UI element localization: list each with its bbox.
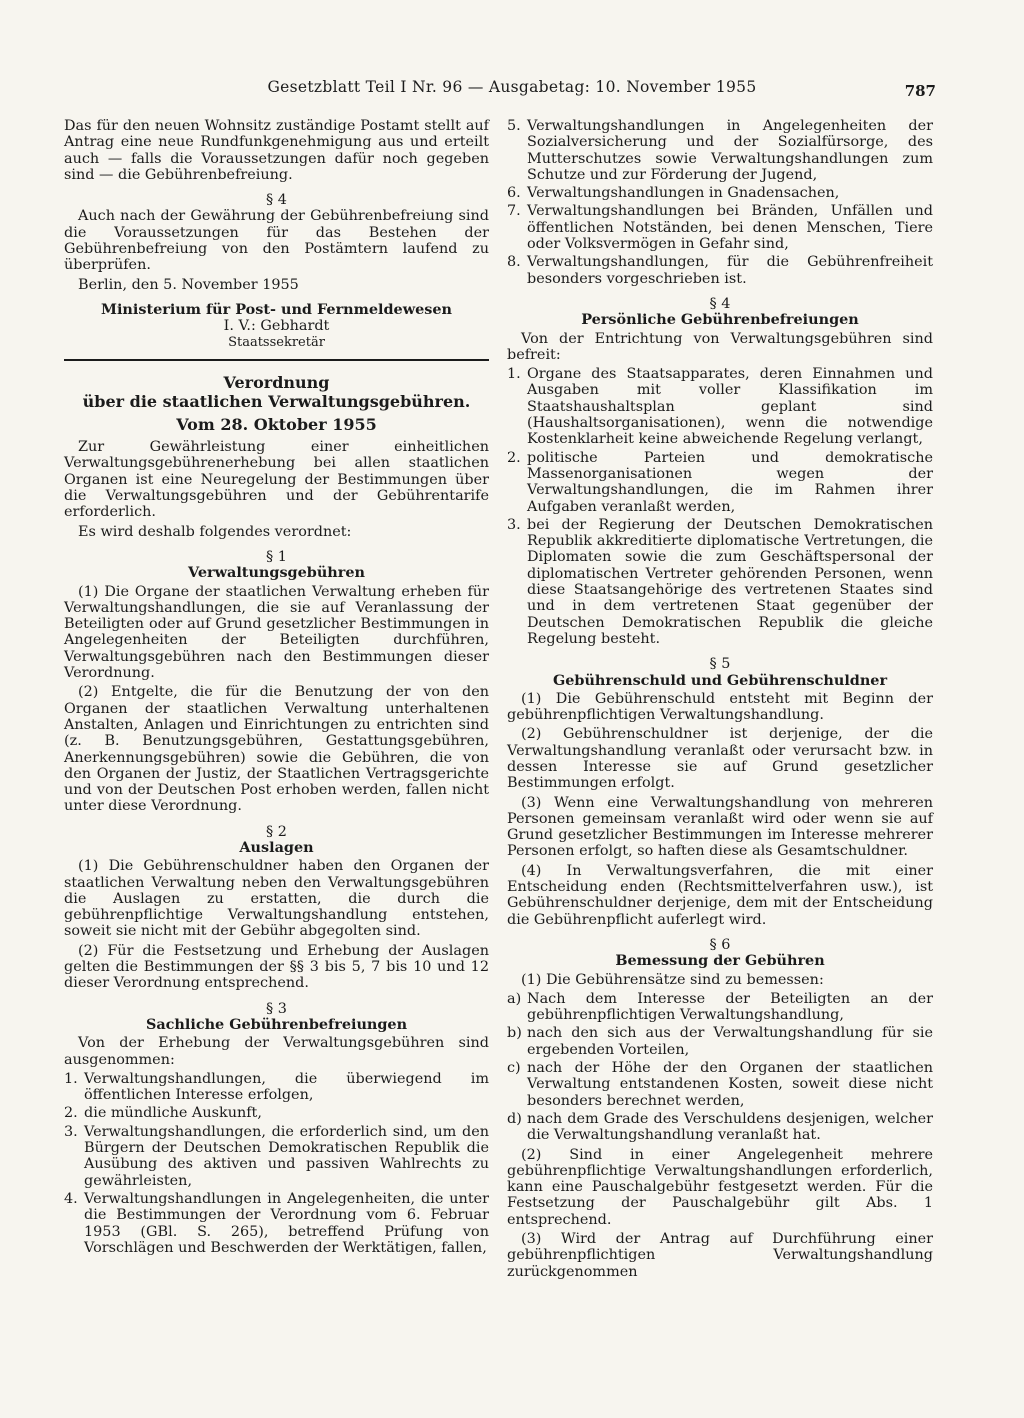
list-item [507,991,933,1024]
decree-title-line2: über die staatlichen Verwaltungsgebühren. [82,391,471,411]
list-text: nach dem Grade des Verschuldens desjenigen, welcher die Verwaltungshandlung veranlaßt hat. [527,1110,933,1144]
paragraph: (3) Wenn eine Verwaltungshandlung von mehreren Personen gemeinsam veranlaßt wird oder wenn sie auf Grund gesetzlicher Bestimmungen im Interesse mehrerer Personen erfolgt, so haften diese als Gesamtschuldner. [507,794,933,860]
list-text: nach den sich aus der Verwaltungshandlung für sie ergebenden Vorteilen, [527,1025,933,1058]
list-number: c) [507,1060,521,1077]
list-item [64,1124,489,1189]
list-item [507,517,933,647]
list-text: nach der Höhe der den Organen der staatlichen Verwaltung entstandenen Kosten, soweit diese nicht besonders berechnet werden, [527,1060,933,1109]
section-heading: § 4 [709,295,731,312]
paragraph: (2) Gebührenschuldner ist derjenige, der die Verwaltungshandlung veranlaßt oder verursacht bzw. in dessen Interesse sie auf Grund gesetzlicher Bestimmungen erfolgt. [507,726,933,792]
list-text: Verwaltungshandlungen, die erforderlich sind, um den Bürgern der Deutschen Demokratischen Republik die Ausübung des aktiven und passiven Wahlrechts zu gewährleisten, [84,1123,489,1189]
list-text: Verwaltungshandlungen in Angelegenheiten, die unter die Bestimmungen der Verordnung vom 6. Februar 1953 (GBl. S. 265), betreffend Prüfung von Vorschlägen und Beschwerden der Werktätigen, fallen, [84,1190,489,1256]
list-text: Verwaltungshandlungen, die überwiegend im öffentlichen Interesse erfolgen, [84,1070,489,1104]
list-item [507,450,933,515]
paragraph: (3) Wird der Antrag auf Durchführung einer gebührenpflichtigen Verwaltungshandlung zurückgenommen [507,1231,933,1280]
section-title: Sachliche Gebührenbefreiungen [145,1015,408,1033]
section-title: Bemessung der Gebühren [615,952,825,970]
decree-title-line1: Verordnung [223,372,330,392]
list-number: 2. [64,1105,78,1122]
list-number: b) [507,1025,522,1042]
preamble: Zur Gewährleistung einer einheitlichen Verwaltungsgebührenerhebung bei allen staatlichen Organen ist eine Neuregelung der Bestimmungen über die Verwaltungsgebühren und der Gebührentarife erforderlich. [64,439,489,521]
page-header [0,0,1024,100]
list-number: 3. [64,1123,78,1140]
paragraph: (1) Die Organe der staatlichen Verwaltung erheben für Verwaltungshandlungen, die sie auf Veranlassung der Beteiligten oder auf Grund gesetzlicher Bestimmungen in Angelegenheiten der Beteiligten durchführen, Verwaltungsgebühren nach den Bestimmungen dieser Verordnung. [64,583,489,682]
list-number: 1. [507,366,521,383]
list [507,991,933,1144]
list-number: 4. [64,1190,78,1207]
section-heading: § 5 [709,656,731,673]
right-column [507,118,933,1283]
list-item [64,1071,489,1104]
paragraph: Von der Entrichtung von Verwaltungsgebühren sind befreit: [507,330,933,363]
section-heading: § 1 [266,548,287,565]
list-text: bei der Regierung der Deutschen Demokratischen Republik akkreditierte diplomatische Vertretungen, die Diplomaten sowie die zum Geschäftspersonal der diplomatischen Vertreter gehörenden Personen, wenn diese Staatsangehörige des vertretenen Staates sind und in dem vertretenen Staat gegenüber der Deutschen Demokratischen Republik die gleiche Regelung besteht. [527,516,933,647]
list-item [507,254,933,287]
list-number: 3. [507,516,521,533]
list-number: 1. [64,1070,78,1087]
list-item [507,118,933,183]
ministry-name: Ministerium für Post- und Fernmeldewesen [101,300,452,318]
list-item [507,1025,933,1058]
paragraph: (2) Für die Festsetzung und Erhebung der Auslagen gelten die Bestimmungen der §§ 3 bis 5, 7 bis 10 und 12 dieser Verordnung entsprechend. [64,942,489,992]
section-heading: § 2 [266,823,287,840]
paragraph: (2) Sind in einer Angelegenheit mehrere gebührenpflichtige Verwaltungshandlungen erforderlich, kann eine Pauschalgebühr festgesetzt werden. Für die Festsetzung der Pauschalgebühr gilt Abs. 1 entsprechend. [507,1146,933,1228]
list-number: a) [507,990,522,1007]
list-text: Verwaltungshandlungen bei Bränden, Unfällen und öffentlichen Notständen, bei denen Menschen, Tiere oder Volksvermögen in Gefahr sind, [527,203,933,253]
decree-intro: Es wird deshalb folgendes verordnet: [78,523,352,540]
paragraph: (2) Entgelte, die für die Benutzung der von den Organen der staatlichen Verwaltung unterhaltenen Anstalten, Anlagen und Einrichtungen zu entrichten sind (z. B. Benutzungsgebühren, Gestattungsgebühren, Anerkennungsgebühren) sowie die Gebühren, die von den Organen der Justiz, der Staatlichen Vertragsgerichte und von der Deutschen Post erhoben werden, fallen nicht unter diese Verordnung. [64,684,489,815]
list-text: Verwaltungshandlungen in Angelegenheiten der Sozialversicherung und der Sozialfürsorge, des Mutterschutzes sowie Verwaltungshandlungen zum Schutze und zur Förderung der Jugend, [527,118,933,183]
paragraph: Auch nach der Gewährung der Gebührenbefreiung sind die Voraussetzungen für das Bestehen der Gebührenbefreiung von den Postämtern laufend zu überprüfen. [64,208,489,274]
list-item [507,1060,933,1109]
section-title: Gebührenschuld und Gebührenschuldner [552,671,888,689]
list-text: Nach dem Interesse der Beteiligten an der gebührenpflichtigen Verwaltungshandlung, [527,990,933,1024]
list-item [64,1191,489,1256]
signer-title: Staatssekretär [228,334,325,350]
list-number: 5. [507,118,521,134]
list-number: 8. [507,254,521,271]
section-heading: § 6 [709,936,731,953]
paragraph: Von der Erhebung der Verwaltungsgebühren sind ausgenommen: [64,1035,489,1068]
signer: I. V.: Gebhardt [223,318,330,335]
paragraph: Das für den neuen Wohnsitz zuständige Postamt stellt auf Antrag eine neue Rundfunkgenehmigung aus und erteilt auch — falls die Voraussetzungen dafür noch gegeben sind — die Gebührenbefreiung. [64,118,489,183]
paragraph: (1) Die Gebührensätze sind zu bemessen: [521,971,824,988]
list-number: 7. [507,203,521,220]
list-text: Verwaltungshandlungen, für die Gebührenfreiheit besonders vorgeschrieben ist. [527,254,933,287]
place-date: Berlin, den 5. November 1955 [78,276,299,293]
list-item [507,203,933,252]
paragraph: (1) Die Gebührenschuldner haben den Organen der staatlichen Verwaltung neben den Verwaltungsgebühren die Auslagen zu erstatten, die durch die gebührenpflichtige Verwaltungshandlung entstehen, soweit sie nicht mit der Gebühr abgegolten sind. [64,858,489,940]
list-number: 6. [507,185,521,202]
section-heading: § 4 [266,192,287,209]
decree-date: Vom 28. Oktober 1955 [176,414,377,434]
list-item [507,366,933,447]
list-text: Verwaltungshandlungen in Gnadensachen, [527,185,840,202]
list-number: 2. [507,449,521,466]
section-title: Auslagen [239,838,314,856]
list-item [507,185,933,201]
divider [64,359,489,361]
list [507,118,933,287]
list-text: die mündliche Auskunft, [84,1105,262,1122]
section-title: Persönliche Gebührenbefreiungen [581,311,859,329]
list [507,366,933,647]
paragraph: (1) Die Gebührenschuld entsteht mit Beginn der gebührenpflichtigen Verwaltungshandlung. [507,690,933,724]
list-text: Organe des Staatsapparates, deren Einnahmen und Ausgaben mit voller Klassifikation im Staatshaushaltsplan geplant sind (Haushaltsorganisationen), wenn die notwendige Kostenklarheit keine abweichende Regelung verlangt, [527,366,933,448]
list-item [64,1105,489,1121]
list-number: d) [507,1110,522,1127]
section-heading: § 3 [266,1000,287,1017]
list-item [507,1111,933,1144]
running-header: Gesetzblatt Teil I Nr. 96 — Ausgabetag: 10. November 1955 [267,78,757,96]
page-number: 787 [904,82,936,100]
section-title: Verwaltungsgebühren [188,564,365,582]
list-text: politische Parteien und demokratische Massenorganisationen wegen der Verwaltungshandlungen, die im Rahmen ihrer Aufgaben veranlaßt werden, [527,449,933,515]
left-column [64,118,489,1259]
paragraph: (4) In Verwaltungsverfahren, die mit einer Entscheidung enden (Rechtsmittelverfahren usw.), ist Gebührenschuldner derjenige, dem mit der Entscheidung die Gebührenpflicht auferlegt wird. [507,862,933,928]
list [64,1071,489,1256]
